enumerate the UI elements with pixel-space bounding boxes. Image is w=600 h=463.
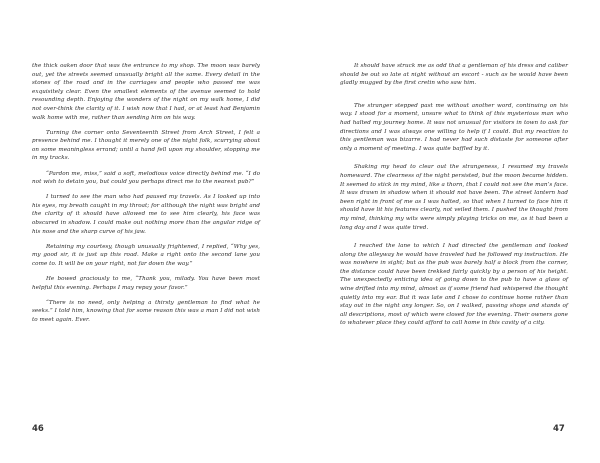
left-paragraph-3: “Pardon me, miss,” said a soft, melodious voice directly behind me. “I do not wish to detain you, but could you perhaps direct me to the nearest pub?” (32, 170, 260, 186)
left-paragraph-2: Turning the corner onto Seventeenth Street from Arch Street, I felt a presence behind me. I thought it merely one of the night folk, scurrying about on some meaningless errand; until a hand fell upon my shoulder, stopping me in my tracks. (32, 129, 260, 162)
right-page-text (340, 62, 568, 328)
left-paragraph-1: the thick oaken door that was the entrance to my shop. The moon was barely out, yet the streets seemed unusually bright all the same. Every detail in the stones of the road and in the carriages and people who passed me was exquisitely clear. Even the smallest elements of the avenue seemed to hold resounding depth. Enjoying the wonders of the night on my walk home, I did not over-think the clarity of it. I wish now that I had, or at least had Benjamin walk home with me, rather than sending him on his way. (32, 63, 260, 121)
right-page (300, 0, 600, 463)
right-paragraph-3: Shaking my head to clear out the strangeness, I resumed my travels homeward. The clearness of the night persisted, but the moon became hidden. It seemed to stick in my mind, like a thorn, that I could not see the man’s face. It was drawn in shadow when it should not have been. The street lantern had been right in front of me as I was halted, so that when I turned to face him it should have lit his features clearly, not veiled them. I pushed the thought from my mind, thinking my wits were simply playing tricks on me, as it had been a long day and I was quite tired. (340, 164, 568, 231)
left-paragraph-5: Retaining my courtesy, though unusually frightened, I replied, “Why yes, my good sir, it is just up this road. Make a right onto the second lane you come to. It will be on your right, not far down the way.” (32, 243, 260, 267)
left-paragraph-4: I turned to see the man who had paused my travels. As I looked up into his eyes, my breath caught in my throat; for although the night was bright and the clarity of it should have allowed me to see him clearly, his face was obscured in shadow. I could make out nothing more than the angular ridge of his nose and the sharp curve of his jaw. (32, 194, 260, 235)
left-paragraph-6: He bowed graciously to me, “Thank you, milady. You have been most helpful this evening. Perhaps I may repay your favor.” (32, 275, 260, 291)
right-paragraph-2: The stranger stepped past me without another word, continuing on his way. I stood for a moment, unsure what to think of this mysterious man who had halted my journey home. It was not unusual for visitors in town to ask for directions and I was always one willing to help if I could. But my reaction to this gentleman was bizarre. I had never had such distaste for someone after only a moment of meeting. I was quite baffled by it. (340, 102, 568, 152)
left-page-text (32, 62, 260, 324)
right-page-number: 47 (553, 424, 565, 434)
right-paragraph-1: It should have struck me as odd that a gentleman of his dress and caliber should be out so late at night without an escort - such as he would have been gladly mugged by the first cretin who saw him. (340, 63, 568, 87)
right-paragraph-4: I reached the lane to which I had directed the gentleman and looked along the alleyway he would have traveled had he followed my instruction. He was nowhere in sight; but as the pub was barely half a block from the corner, the distance could have been trekked fairly quickly by a person of his height. The unexpectedly enticing idea of going down to the pub to have a glass of wine drifted into my mind, almost as if some friend had whispered the thought quietly into my ear. But it was late and I chose to continue home rather than stay out in the night any longer. So, on I walked, passing shops and stands of all descriptions, most of which were closed for the evening. Their owners gone to whatever place they could afford to call home in this cavity of a city. (340, 243, 569, 327)
left-paragraph-7: “There is no need, only helping a thirsty gentleman to find what he seeks.” I told him, knowing that for some reason this was a man I did not wish to meet again. Ever. (32, 299, 260, 323)
left-page-number: 46 (32, 424, 44, 434)
